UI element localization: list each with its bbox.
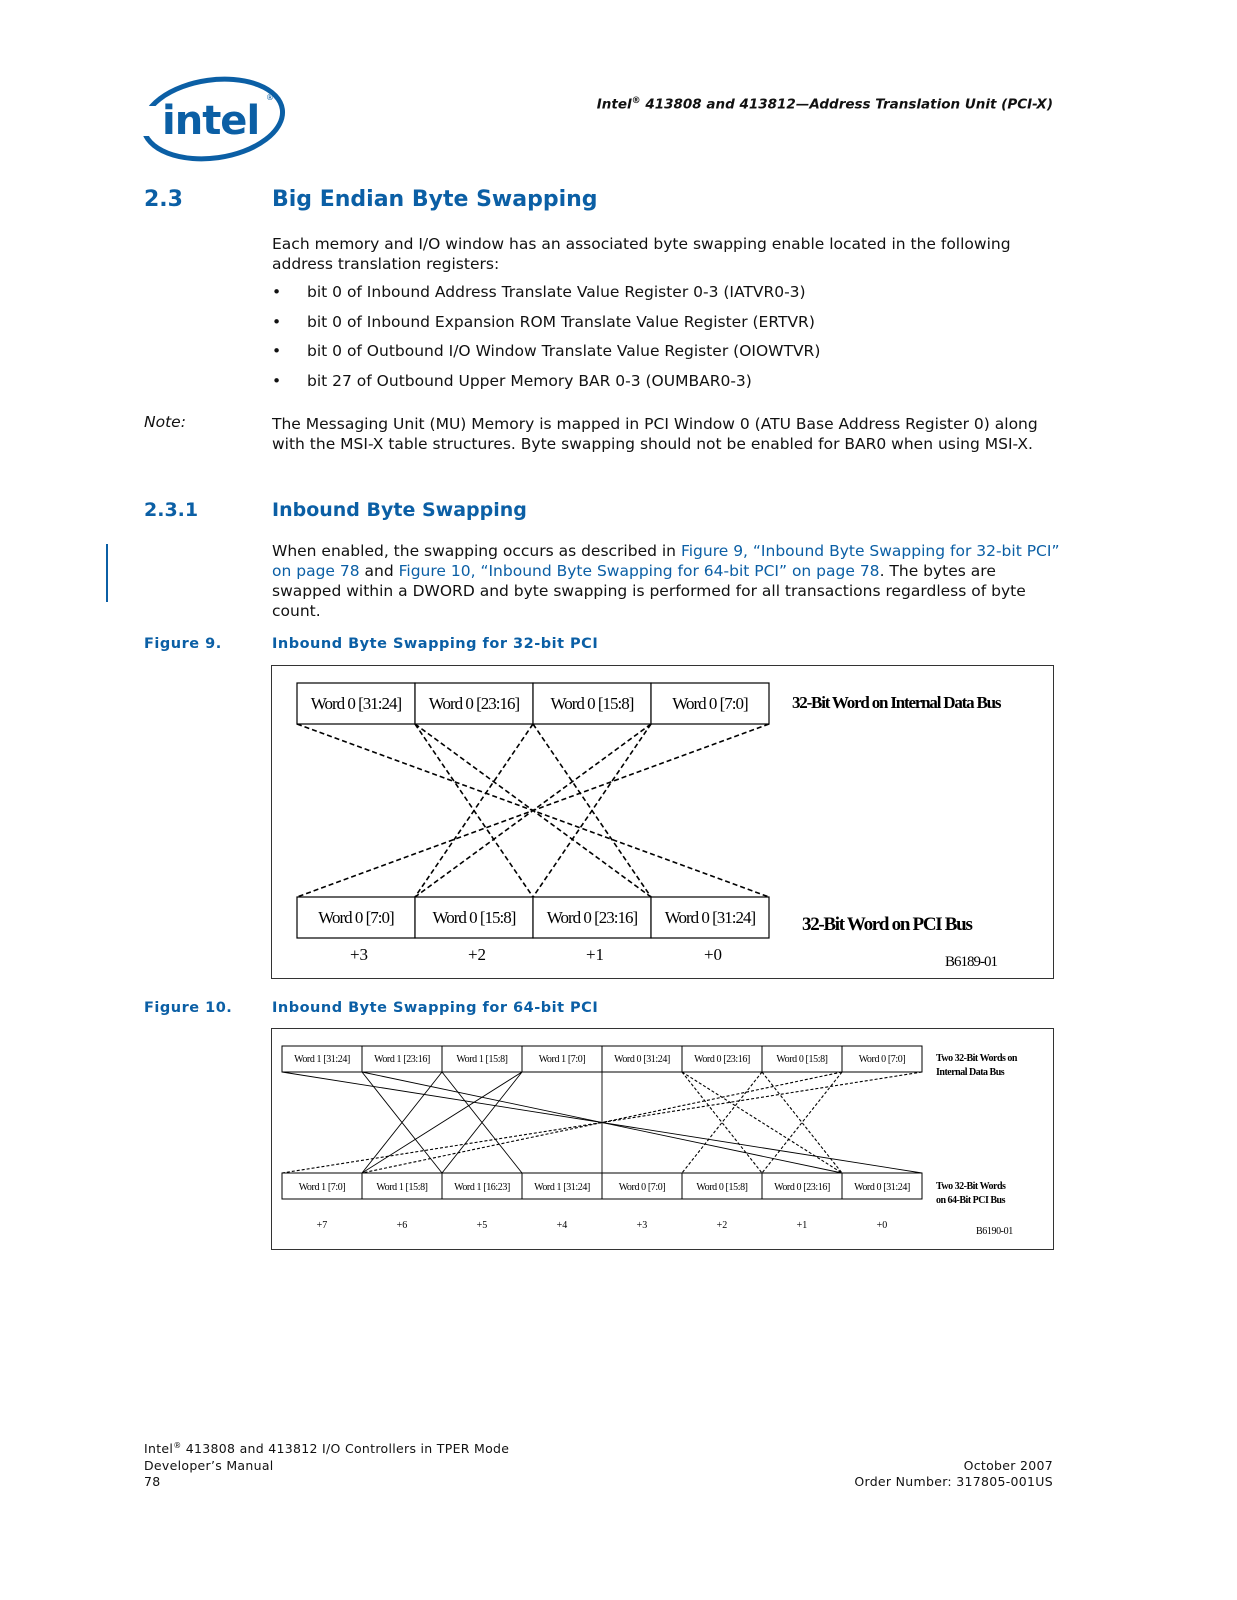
change-bar — [106, 544, 108, 602]
intel-logo-text: intel — [162, 98, 260, 144]
figure10-top-row — [282, 1046, 922, 1072]
figure9-bottom-word: Word 0 [31:24] — [664, 908, 756, 927]
figure10-diagram — [271, 1028, 1054, 1250]
section-title: Big Endian Byte Swapping — [272, 187, 598, 212]
figure10-offset: +0 — [876, 1220, 888, 1231]
section-number: 2.3 — [144, 187, 183, 212]
figure9-top-word: Word 0 [31:24] — [310, 694, 402, 713]
figure9-id: B6189-01 — [945, 954, 997, 970]
figure10-top-word: Word 1 [15:8] — [456, 1054, 508, 1065]
figure10-bottom-word: Word 0 [31:24] — [854, 1182, 910, 1193]
running-header: Intel® 413808 and 413812—Address Translation Unit (PCI-X) — [596, 96, 1053, 113]
figure10-top-word: Word 0 [23:16] — [694, 1054, 750, 1065]
figure9-offset: +3 — [349, 945, 369, 964]
figure10-top-word: Word 1 [31:24] — [294, 1054, 350, 1065]
bullet-item: • bit 0 of Inbound Address Translate Value Register 0-3 (IATVR0-3) — [272, 283, 806, 301]
figure10-top-word: Word 0 [31:24] — [614, 1054, 670, 1065]
figure9-top-label: 32-Bit Word on Internal Data Bus — [792, 693, 1001, 712]
figure10-top-label-1: Two 32-Bit Words on — [936, 1053, 1017, 1064]
footer-doc-title: Intel® 413808 and 413812 I/O Controllers in TPER Mode — [144, 1441, 510, 1457]
figure9-offset: +2 — [467, 945, 487, 964]
figure10-bottom-word: Word 1 [7:0] — [298, 1182, 346, 1193]
svg-text:®: ® — [266, 93, 274, 102]
figure9-title: Inbound Byte Swapping for 32-bit PCI — [272, 636, 599, 652]
figure9-diagram — [271, 665, 1054, 979]
figure10-bottom-label-2: on 64-Bit PCI Bus — [936, 1195, 1006, 1206]
figure9-top-word: Word 0 [15:8] — [550, 694, 634, 713]
figure10-offset: +1 — [796, 1220, 808, 1231]
figure10-bottom-row — [282, 1173, 922, 1199]
figure9-offset: +0 — [703, 945, 723, 964]
figure9-bottom-row — [297, 897, 769, 938]
figure9-swap-lines — [297, 724, 769, 897]
subsection-number: 2.3.1 — [144, 499, 199, 521]
figure9-label: Figure 9. — [144, 636, 222, 652]
figure10-offset: +6 — [396, 1220, 408, 1231]
figure10-offset: +5 — [476, 1220, 488, 1231]
footer-date: October 2007 — [963, 1458, 1053, 1473]
figure10-top-label-2: Internal Data Bus — [936, 1067, 1005, 1078]
figure10-bottom-word: Word 1 [31:24] — [534, 1182, 590, 1193]
figure9-top-word: Word 0 [23:16] — [428, 694, 520, 713]
figure10-offset: +7 — [316, 1220, 328, 1231]
figure9-offset: +1 — [585, 945, 605, 964]
figure10-offset: +3 — [636, 1220, 648, 1231]
figure9-top-word: Word 0 [7:0] — [672, 694, 748, 713]
figure10-id: B6190-01 — [976, 1226, 1013, 1237]
figure10-offset: +4 — [556, 1220, 568, 1231]
footer-page-number: 78 — [144, 1474, 161, 1489]
figure10-bottom-word: Word 0 [15:8] — [696, 1182, 748, 1193]
figure9-bottom-label: 32-Bit Word on PCI Bus — [802, 914, 972, 935]
figure10-link[interactable]: Figure 10, “Inbound Byte Swapping for 64-bit PCI” on page 78 — [398, 562, 880, 580]
figure9-bottom-word: Word 0 [23:16] — [546, 908, 638, 927]
footer-order-number: Order Number: 317805-001US — [854, 1474, 1053, 1489]
figure10-top-word: Word 0 [15:8] — [776, 1054, 828, 1065]
figure10-top-word: Word 1 [23:16] — [374, 1054, 430, 1065]
figure10-label: Figure 10. — [144, 1000, 233, 1016]
figure10-offset: +2 — [716, 1220, 728, 1231]
figure9-top-row — [297, 683, 769, 724]
figure10-bottom-label-1: Two 32-Bit Words — [936, 1181, 1006, 1192]
figure10-top-word: Word 1 [7:0] — [538, 1054, 586, 1065]
intel-logo — [140, 76, 288, 162]
subsection-paragraph: When enabled, the swapping occurs as described in Figure 9, “Inbound Byte Swapping for 32-bit PCI” on page 78 and Figure 10, “Inbound Byte Swapping for 64-bit PCI” on page 78. The bytes are swapped within a DWORD and byte swapping is performed for all transactions regardless of byte count. — [272, 542, 1060, 620]
figure10-bottom-word: Word 1 [15:8] — [376, 1182, 428, 1193]
bullet-item: • bit 0 of Inbound Expansion ROM Translate Value Register (ERTVR) — [272, 313, 815, 331]
figure10-bottom-word: Word 0 [7:0] — [618, 1182, 666, 1193]
figure10-title: Inbound Byte Swapping for 64-bit PCI — [272, 1000, 599, 1016]
bullet-item: • bit 27 of Outbound Upper Memory BAR 0-3 (OUMBAR0-3) — [272, 372, 752, 390]
bullet-item: • bit 0 of Outbound I/O Window Translate Value Register (OIOWTVR) — [272, 342, 821, 360]
note-text: The Messaging Unit (MU) Memory is mapped in PCI Window 0 (ATU Base Address Register 0) along with the MSI-X table structures. Byte swapping should not be enabled for BAR0 when using MSI-X. — [272, 415, 1038, 453]
section-intro: Each memory and I/O window has an associated byte swapping enable located in the following address translation registers: — [272, 235, 1011, 273]
footer-manual: Developer’s Manual — [144, 1458, 274, 1473]
subsection-title: Inbound Byte Swapping — [272, 499, 527, 521]
figure9-link[interactable]: Figure 9, “Inbound Byte Swapping for 32-bit PCI” on page 78 — [272, 542, 1060, 580]
figure9-bottom-word: Word 0 [7:0] — [318, 908, 394, 927]
figure10-bottom-word: Word 1 [16:23] — [454, 1182, 510, 1193]
figure10-top-word: Word 0 [7:0] — [858, 1054, 906, 1065]
note-label: Note: — [144, 413, 186, 431]
figure10-bottom-word: Word 0 [23:16] — [774, 1182, 830, 1193]
figure9-bottom-word: Word 0 [15:8] — [432, 908, 516, 927]
